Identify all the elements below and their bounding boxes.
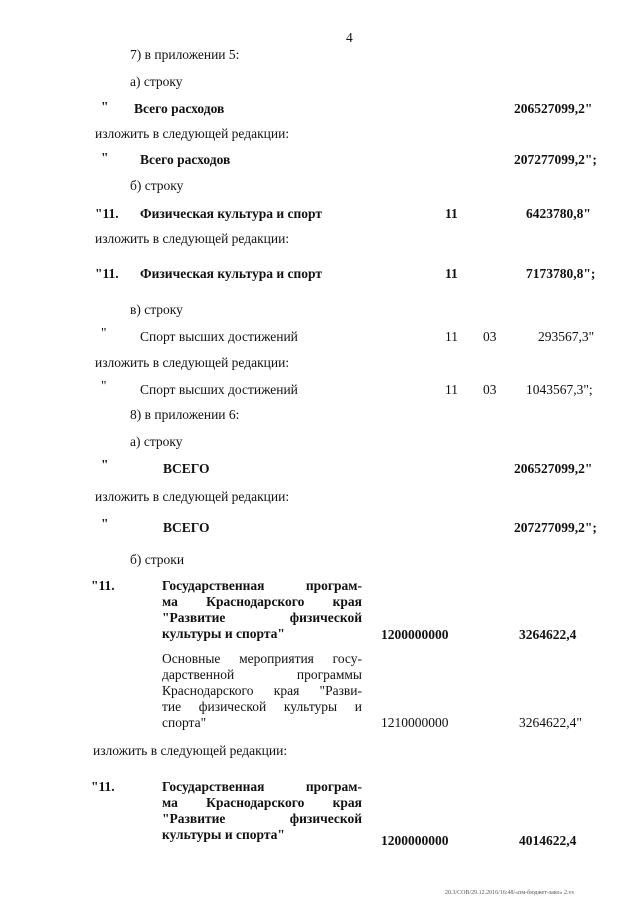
high-performance-sport-label: Спорт высших достижений [140, 329, 298, 344]
total-expenses-amount: 206527099,2" [514, 101, 593, 116]
total-expenses-label: Всего расходов [140, 152, 231, 167]
edit-instruction: изложить в следующей редакции: [95, 231, 290, 246]
total-expenses-amount: 207277099,2"; [514, 152, 597, 167]
sport-section-label: Физическая культура и спорт [140, 206, 323, 221]
open-quote: " [101, 457, 109, 472]
subsection-code: 03 [483, 329, 497, 344]
row-number: "11. [91, 779, 115, 794]
edit-instruction: изложить в следующей редакции: [93, 743, 288, 758]
main-activities-name: Основные мероприятия госу- дарственной программы Краснодарского края "Разви- тие физической культуры и спорта" [162, 651, 362, 730]
item-a-label: а) строку [130, 434, 183, 449]
section-8-heading: 8) в приложении 6: [130, 407, 240, 422]
high-performance-sport-label: Спорт высших достижений [140, 382, 298, 397]
page-number: 4 [346, 30, 353, 45]
subsection-code: 03 [483, 382, 497, 397]
open-quote: " [101, 99, 109, 114]
edit-instruction: изложить в следующей редакции: [95, 489, 290, 504]
section-code: 11 [445, 382, 458, 397]
open-quote: " [101, 150, 109, 165]
section-code: 11 [445, 329, 458, 344]
program-code: 1200000000 [381, 627, 449, 642]
state-program-name: Государственная програм- ма Краснодарского края "Развитие физической культуры и спорта" [162, 578, 362, 641]
edit-instruction: изложить в следующей редакции: [95, 355, 290, 370]
grand-total-label: ВСЕГО [163, 461, 210, 476]
grand-total-label: ВСЕГО [163, 520, 210, 535]
main-activities-amount: 3264622,4" [519, 715, 582, 730]
item-a-label: а) строку [130, 74, 183, 89]
total-expenses-label: Всего расходов [134, 101, 225, 116]
grand-total-amount: 207277099,2"; [514, 520, 597, 535]
edit-instruction: изложить в следующей редакции: [95, 126, 290, 141]
section-code: 11 [445, 266, 458, 281]
program-amount: 3264622,4 [519, 627, 577, 642]
sport-section-label: Физическая культура и спорт [140, 266, 323, 281]
high-performance-sport-amount: 1043567,3"; [526, 382, 593, 397]
row-number: "11. [95, 266, 119, 281]
main-activities-code: 1210000000 [381, 715, 449, 730]
open-quote: " [101, 325, 107, 340]
state-program-name: Государственная програм- ма Краснодарского края "Развитие физической культуры и спорта" [162, 779, 362, 842]
sport-section-amount: 7173780,8"; [526, 266, 596, 281]
high-performance-sport-amount: 293567,3" [538, 329, 595, 344]
program-amount: 4014622,4 [519, 833, 577, 848]
section-7-heading: 7) в приложении 5: [130, 47, 240, 62]
item-b-label: б) строку [130, 178, 184, 193]
grand-total-amount: 206527099,2" [514, 461, 593, 476]
section-code: 11 [445, 206, 458, 221]
program-code: 1200000000 [381, 833, 449, 848]
row-number: "11. [91, 578, 115, 593]
open-quote: " [101, 516, 109, 531]
open-quote: " [101, 378, 107, 393]
item-v-label: в) строку [130, 302, 183, 317]
row-number: "11. [95, 206, 119, 221]
document-footer-stamp: 20.3/СОВ/29.12.2016/16:48/«пм-бюджет-зако» 2.vs [445, 890, 574, 896]
item-b-label: б) строки [130, 552, 185, 567]
sport-section-amount: 6423780,8" [526, 206, 591, 221]
